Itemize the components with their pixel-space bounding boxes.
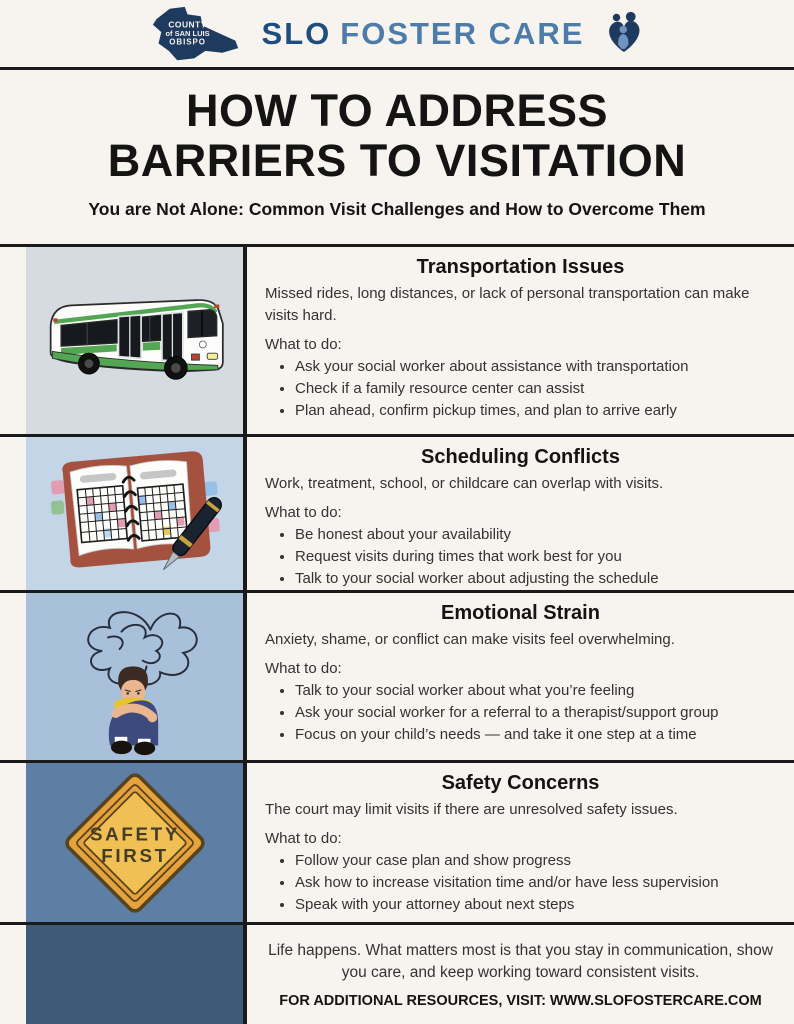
bullet-list xyxy=(295,524,776,590)
section-heading: Transportation Issues xyxy=(416,256,625,278)
left-margin xyxy=(0,437,26,590)
bullet-item: • Request visits during times that work best for you xyxy=(295,546,776,568)
brand-wordmark xyxy=(262,16,585,52)
footer-row xyxy=(0,925,794,1024)
title-block xyxy=(0,70,794,247)
what-to-do-label: What to do: xyxy=(265,829,342,847)
brand-secondary-text: FOSTER CARE xyxy=(340,15,585,51)
brand-primary-text: SLO xyxy=(261,15,332,51)
footer-resources-text: FOR ADDITIONAL RESOURCES, VISIT: WWW.SLOFOSTERCARE.COM xyxy=(279,993,762,1010)
bullet-item: • Talk to your social worker about what you’re feeling xyxy=(295,680,776,702)
scheduling-content xyxy=(247,437,794,590)
county-map-text-line3: OBISPO xyxy=(168,36,206,46)
bullet-list xyxy=(295,356,776,422)
page-title xyxy=(0,86,794,185)
bullet-item: • Plan ahead, confirm pickup times, and plan to arrive early xyxy=(295,400,776,422)
footer-content xyxy=(247,925,794,1024)
left-margin xyxy=(0,247,26,434)
left-margin xyxy=(0,763,26,922)
safety-first-sign-icon xyxy=(59,767,211,919)
county-map-icon xyxy=(146,4,246,64)
header xyxy=(0,0,794,70)
section-description: Anxiety, shame, or conflict can make visits feel overwhelming. xyxy=(265,631,675,648)
bullet-item: • Follow your case plan and show progress xyxy=(295,850,776,872)
bullet-item: • Ask your social worker for a referral to a therapist/support group xyxy=(295,702,776,724)
bullet-item: • Ask how to increase visitation time and/or have less supervision xyxy=(295,872,776,894)
bus-icon xyxy=(35,278,235,404)
section-scheduling xyxy=(0,437,794,593)
bullet-item: • Speak with your attorney about next steps xyxy=(295,894,776,916)
emotional-content xyxy=(247,593,794,760)
footer-color-panel xyxy=(26,925,243,1024)
section-emotional xyxy=(0,593,794,763)
section-heading: Safety Concerns xyxy=(441,772,600,794)
section-description: The court may limit visits if there are unresolved safety issues. xyxy=(265,801,678,818)
bullet-item: • Be honest about your availability xyxy=(295,524,776,546)
what-to-do-label: What to do: xyxy=(265,503,342,521)
family-heart-icon xyxy=(600,10,648,58)
sign-text-line2: FIRST xyxy=(100,844,169,866)
bullet-item: • Check if a family resource center can assist xyxy=(295,378,776,400)
bullet-item: • Focus on your child’s needs — and take it one step at a time xyxy=(295,724,776,746)
page-title-line2: BARRIERS TO VISITATION xyxy=(107,134,687,186)
county-map-text-line2: of SAN LUIS xyxy=(165,28,210,38)
transportation-content xyxy=(247,247,794,434)
section-safety xyxy=(0,763,794,925)
footer-message: Life happens. What matters most is that you stay in communication, show you care, and keep working toward consistent visits. xyxy=(268,941,773,981)
county-map-text-line1: COUNTY xyxy=(167,18,207,29)
bullet-list xyxy=(295,680,776,746)
page-title-line1: HOW TO ADDRESS xyxy=(185,85,609,136)
section-description: Missed rides, long distances, or lack of personal transportation can make visits hard. xyxy=(265,285,750,324)
scheduling-image-panel xyxy=(26,437,243,590)
section-heading: Scheduling Conflicts xyxy=(421,446,620,468)
emotional-image-panel xyxy=(26,593,243,760)
what-to-do-label: What to do: xyxy=(265,335,342,353)
planner-calendar-icon xyxy=(39,441,231,587)
bullet-item: • Talk to your social worker about adjusting the schedule xyxy=(295,568,776,590)
safety-image-panel xyxy=(26,763,243,922)
bullet-list xyxy=(295,850,776,916)
page-subtitle: You are Not Alone: Common Visit Challenges and How to Overcome Them xyxy=(88,199,706,219)
section-heading: Emotional Strain xyxy=(441,602,600,624)
sad-person-icon xyxy=(38,595,232,759)
what-to-do-label: What to do: xyxy=(265,659,342,677)
left-margin xyxy=(0,925,26,1024)
section-description: Work, treatment, school, or childcare can overlap with visits. xyxy=(265,475,664,492)
section-transportation xyxy=(0,247,794,437)
sign-text-line1: SAFETY xyxy=(89,822,180,844)
bullet-item: • Ask your social worker about assistance with transportation xyxy=(295,356,776,378)
left-margin xyxy=(0,593,26,760)
safety-content xyxy=(247,763,794,922)
transportation-image-panel xyxy=(26,247,243,434)
